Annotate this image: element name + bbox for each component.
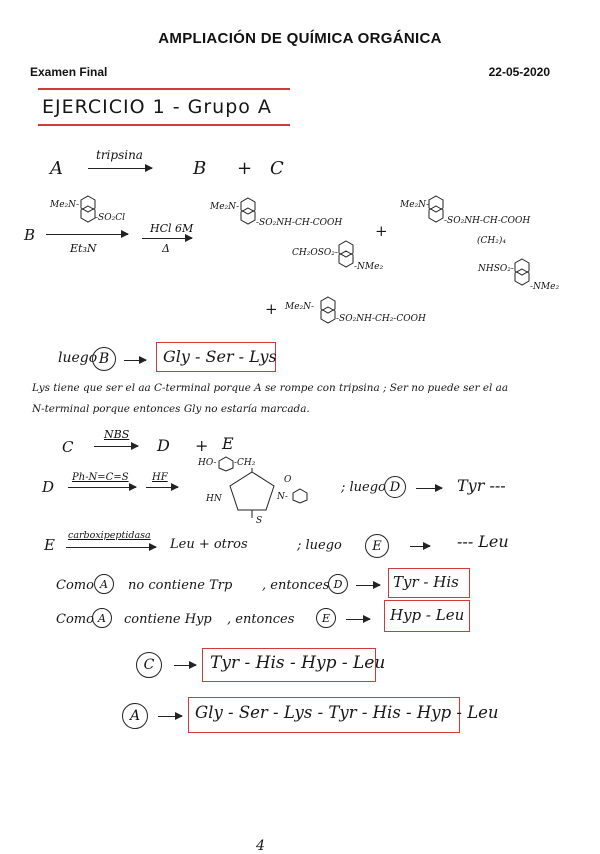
product1-tail: -NMe₂ <box>354 262 384 272</box>
step-d-ref: D <box>384 476 406 498</box>
product1-side: CH₂OSO₂- <box>292 248 338 258</box>
product2-tail: -NMe₂ <box>530 282 560 292</box>
page-number: 4 <box>256 838 265 854</box>
heading-underline-bottom <box>38 124 290 126</box>
conclusion-2-prefix: Como <box>56 612 94 627</box>
step-e-reagent: carboxipeptidasa <box>68 530 151 541</box>
conclusion-1-ref: A <box>94 574 114 594</box>
conclusion-2-verb: contiene Hyp <box>124 612 212 627</box>
step-e-start: E <box>44 536 55 554</box>
pth-ho: HO- <box>198 458 217 468</box>
conclusion-1-verb: no contiene Trp <box>128 578 233 593</box>
luego-b-prefix: luego <box>58 350 98 366</box>
result-a-text: Gly - Ser - Lys - Tyr - His - Hyp - Leu <box>195 703 499 722</box>
product1-side-naphthalene-icon <box>338 240 354 268</box>
step-e-arrow-2 <box>410 546 430 547</box>
step-b-reagent-hcl: HCl 6M <box>150 222 194 235</box>
product3-naphthalene-icon <box>320 296 336 324</box>
conclusion-2-then: , entonces <box>227 612 295 627</box>
conclusion-2-ref2: E <box>316 608 336 628</box>
product3-chain: -SO₂NH-CH₂-COOH <box>336 314 426 324</box>
step-a-arrow <box>88 168 152 169</box>
product3-nme2: Me₂N- <box>285 302 315 312</box>
dansyl-so2cl: -SO₂Cl <box>95 213 125 223</box>
conclusion-1-arrow <box>356 585 380 586</box>
result-a-arrow <box>158 716 182 717</box>
pth-ch2: -CH₂ <box>234 458 256 468</box>
pth-n: N- <box>277 492 288 502</box>
luego-b-result: Gly - Ser - Lys <box>163 347 277 366</box>
conclusion-2-arrow <box>346 619 370 620</box>
pth-phenyl-ring-icon <box>292 488 308 504</box>
dansyl-nme2: Me₂N- <box>50 200 80 210</box>
step-b-reagent-base: Et₃N <box>70 242 97 255</box>
step-a-product-c: C <box>270 158 284 179</box>
result-a-ref: A <box>122 703 148 729</box>
exam-label: Examen Final <box>30 65 108 79</box>
conclusion-2-ref: A <box>92 608 112 628</box>
conclusion-1-then: , entonces <box>262 578 330 593</box>
product2-side-naphthalene-icon <box>514 258 530 286</box>
step-c-plus: + <box>195 436 209 455</box>
step-b-arrow-2 <box>142 238 192 239</box>
explanation-line-1: Lys tiene que ser el aa C-terminal porque A se rompe con tripsina ; Ser no puede ser el aa <box>32 382 509 394</box>
step-e-luego: ; luego <box>297 538 342 553</box>
pth-s: S <box>256 516 263 526</box>
luego-b-ref: B <box>92 347 116 371</box>
product2-chain: -SO₂NH-CH-COOH <box>444 216 531 226</box>
step-e-product: Leu + otros <box>170 537 248 552</box>
step-e-ref: E <box>365 534 389 558</box>
pth-thiohydantoin-ring-icon <box>222 468 282 518</box>
step-c-product-d: D <box>157 436 170 455</box>
result-c-ref: C <box>136 652 162 678</box>
result-c-arrow <box>174 665 196 666</box>
step-e-arrow <box>66 547 156 548</box>
pth-o: O <box>284 475 292 485</box>
product2-methylene: (CH₂)₄ <box>477 236 506 246</box>
step-a-reagent: tripsina <box>96 148 143 162</box>
step-d-arrow-2 <box>146 487 178 488</box>
step-a-plus: + <box>237 158 253 179</box>
step-c-start: C <box>62 438 74 456</box>
step-d-reagent-hf: HF <box>152 472 168 483</box>
step-c-product-e: E <box>222 434 234 453</box>
step-d-arrow-3 <box>416 488 442 489</box>
exercise-heading: EJERCICIO 1 - Grupo A <box>42 96 272 118</box>
explanation-line-2: N-terminal porque entonces Gly no estaría marcada. <box>32 403 310 415</box>
step-b-reagent-heat: Δ <box>162 242 170 255</box>
step-b-arrow-1 <box>46 234 128 235</box>
step-d-reagent-pitc: Ph-N=C=S <box>72 472 129 483</box>
result-c-text: Tyr - His - Hyp - Leu <box>210 653 386 673</box>
step-b-plus-1: + <box>375 222 388 240</box>
product2-naphthalene-icon <box>428 195 444 223</box>
conclusion-1-result: Tyr - His <box>393 573 459 591</box>
product1-nme2: Me₂N- <box>210 202 240 212</box>
conclusion-1-ref2: D <box>328 574 348 594</box>
pth-hn: HN <box>206 494 222 504</box>
product2-nme2: Me₂N- <box>400 200 430 210</box>
product1-chain: -SO₂NH-CH-COOH <box>256 218 343 228</box>
step-d-arrow-1 <box>68 487 136 488</box>
conclusion-1-prefix: Como <box>56 578 94 593</box>
step-d-start: D <box>42 478 55 496</box>
product1-naphthalene-icon <box>240 197 256 225</box>
page-title: AMPLIACIÓN DE QUÍMICA ORGÁNICA <box>158 30 442 47</box>
step-b-plus-2: + <box>265 300 278 318</box>
step-e-result: --- Leu <box>457 532 509 551</box>
exam-date: 22-05-2020 <box>488 65 550 79</box>
step-b-start: B <box>24 226 36 244</box>
step-d-result: Tyr --- <box>457 476 506 495</box>
product2-side: NHSO₂- <box>478 264 514 274</box>
dansyl-naphthalene-icon <box>80 195 96 223</box>
step-a-start: A <box>50 158 63 179</box>
luego-b-arrow <box>124 360 146 361</box>
conclusion-2-result: Hyp - Leu <box>390 606 465 624</box>
heading-underline-top <box>38 88 290 90</box>
step-d-luego: ; luego <box>341 480 386 495</box>
step-c-arrow <box>94 446 138 447</box>
step-a-product-b: B <box>193 158 207 179</box>
step-c-reagent: NBS <box>104 428 130 441</box>
